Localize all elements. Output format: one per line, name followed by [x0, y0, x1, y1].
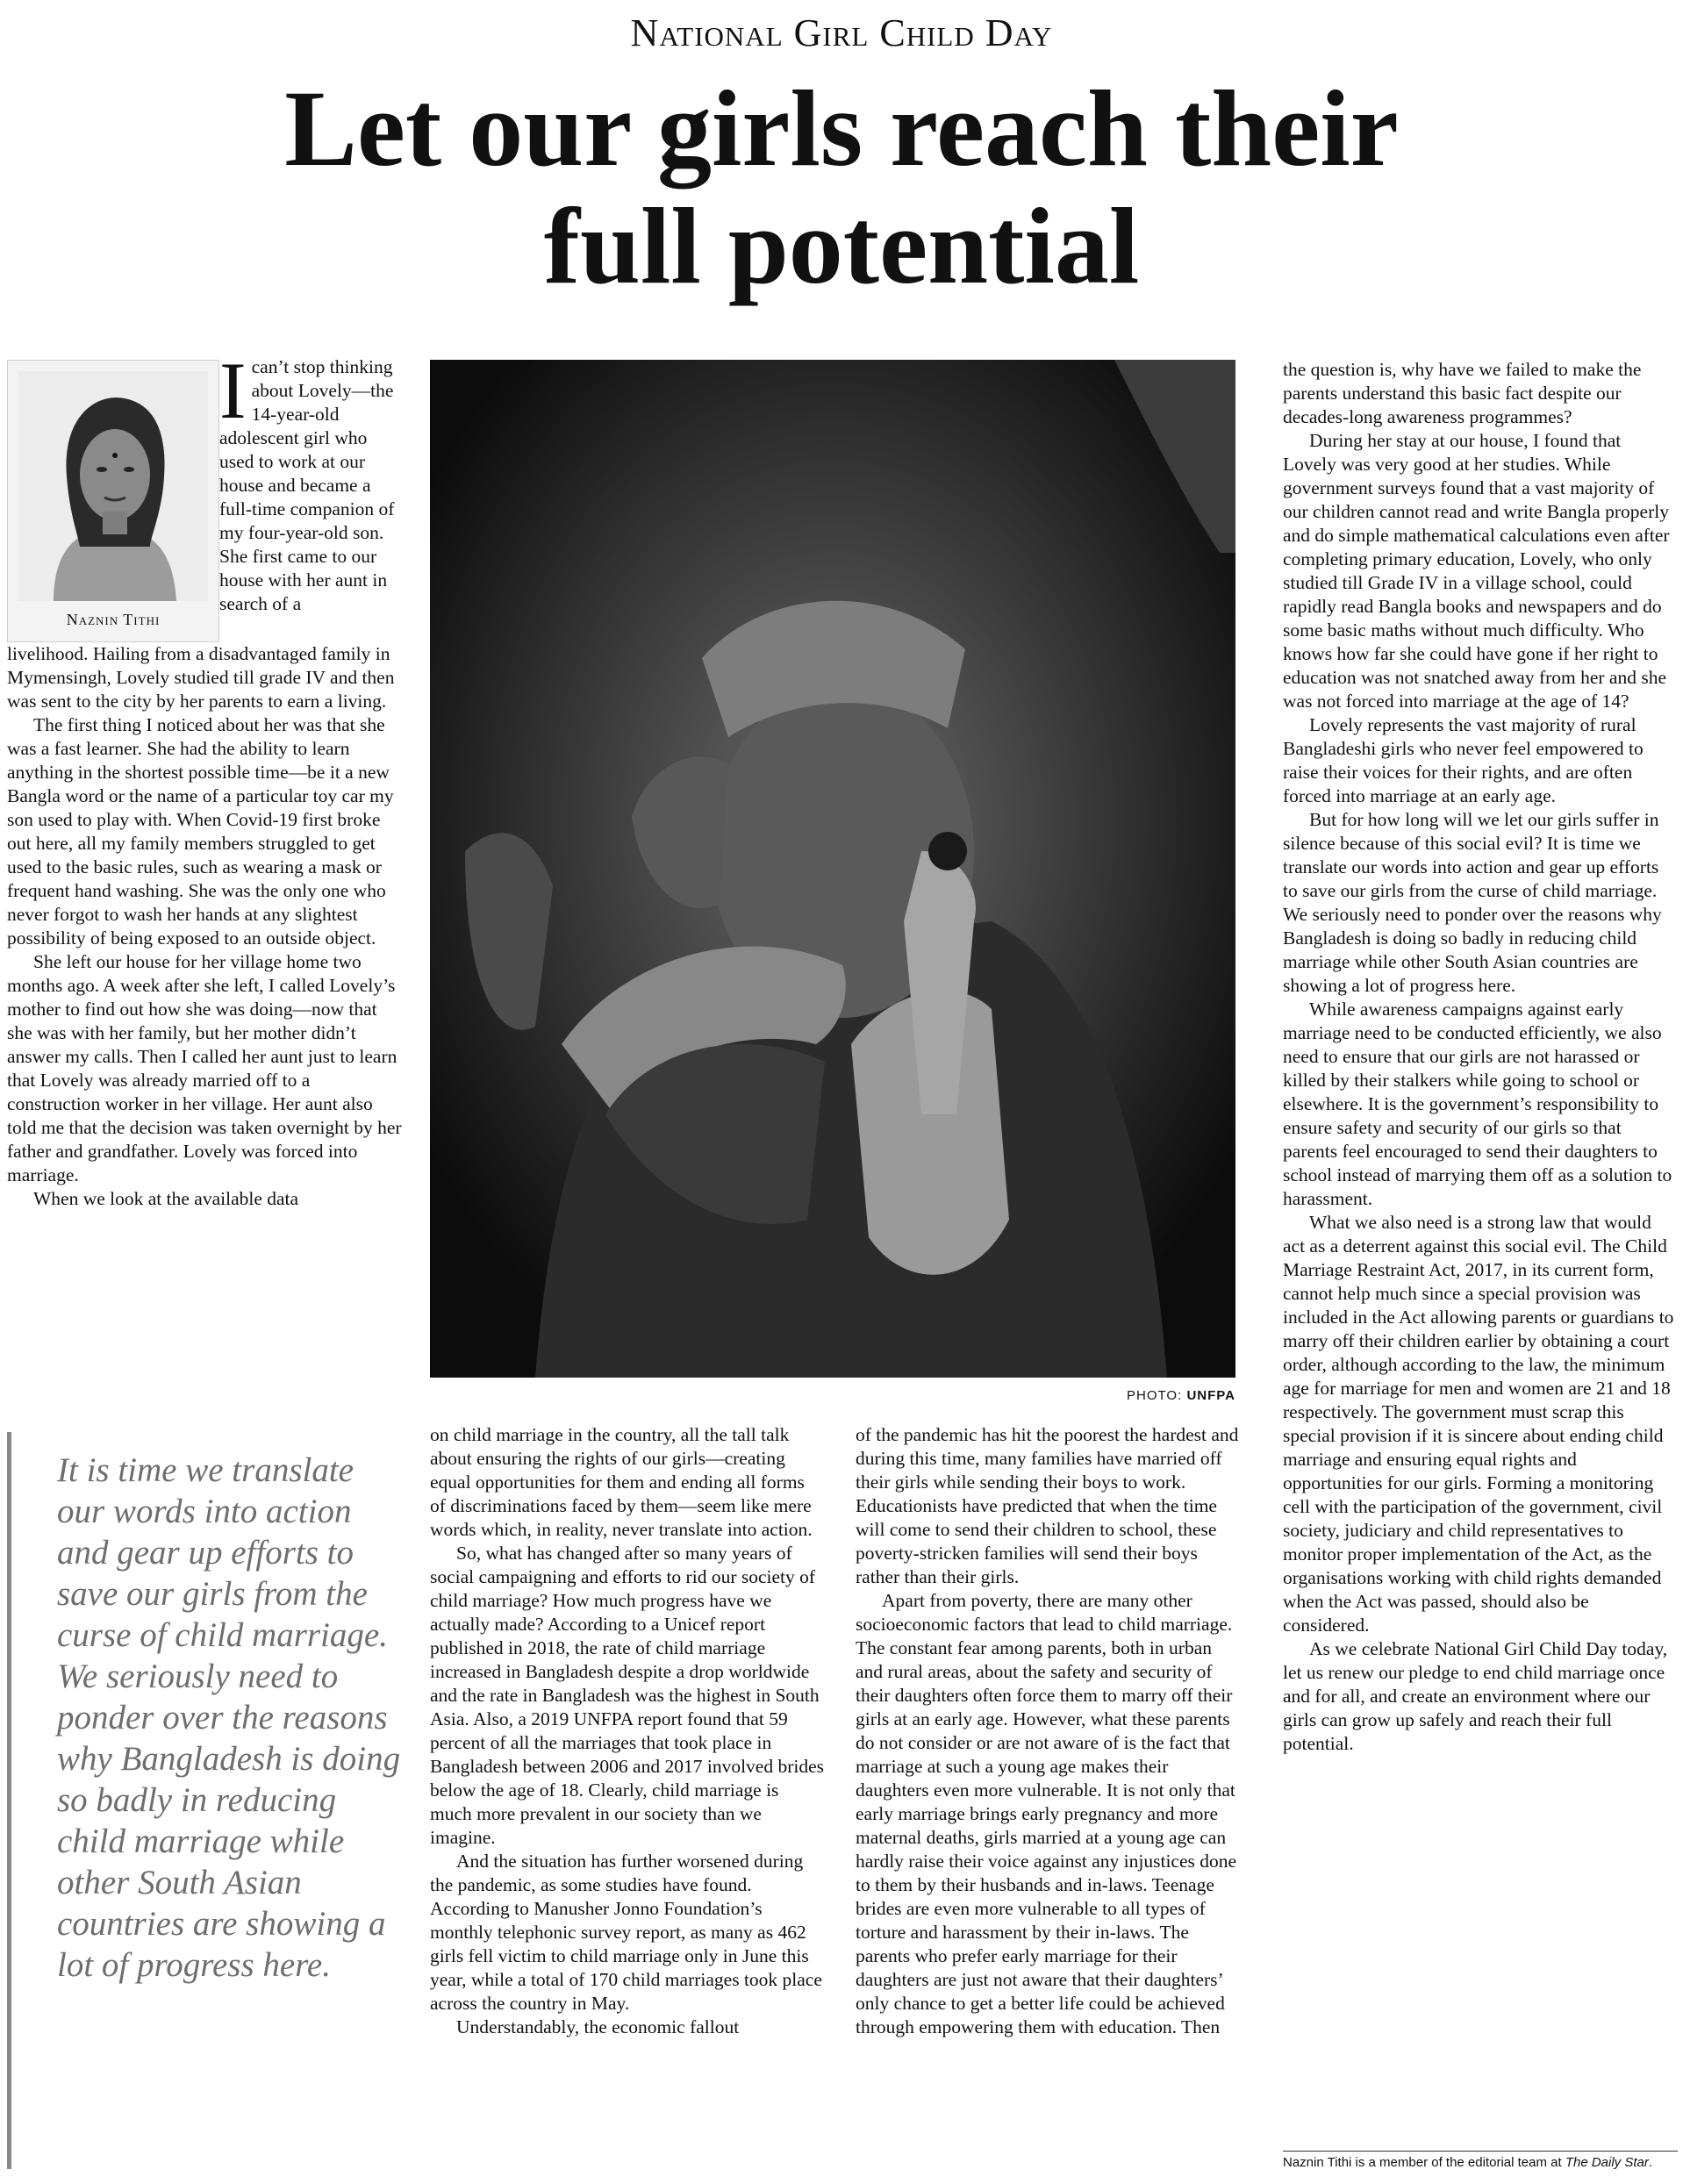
headline	[0, 70, 1683, 305]
article-column-3	[856, 1423, 1243, 2039]
pull-quote	[7, 1432, 415, 2169]
article-photo	[430, 360, 1235, 1378]
headline-line-1: Let our girls reach their	[284, 68, 1399, 189]
col4-paragraph-7: As we celebrate National Girl Child Day today, let us renew our pledge to end child marriage once and for all, and create an environment where our girls can grow up safely and reach their full potential.	[1283, 1638, 1668, 1754]
author-box	[7, 360, 219, 642]
author-photo	[18, 371, 208, 601]
col4-paragraph-1: the question is, why have we failed to make the parents understand this basic fact despite our decades-long awareness programmes?	[1283, 359, 1642, 427]
article-column-4	[1283, 358, 1678, 1756]
headline-line-2: full potential	[543, 186, 1140, 306]
col1-paragraph-1-start: can’t stop thinking about Lovely—the 14-year-old adolescent girl who used to work at our house and became a full-time companion of my four-year-old son. She first came to our house with her aunt in search of a	[219, 356, 395, 614]
byline-publication: The Daily Star	[1565, 2155, 1649, 2170]
col2-paragraph-4: Understandably, the economic fallout	[456, 2016, 740, 2037]
col1-paragraph-4: When we look at the available data	[33, 1188, 299, 1209]
photo-credit-label: PHOTO:	[1127, 1388, 1183, 1403]
col4-paragraph-5: While awareness campaigns against early marriage need to be conducted efficiently, we also need to ensure that our girls are not harassed or killed by their stalkers while going to school or elsewhere. It is the government’s responsibility to ensure safety and security of our girls so that parents feel encouraged to send their daughters to school instead of marrying them off as a solution to harassment.	[1283, 999, 1672, 1209]
byline-rule	[1283, 2151, 1678, 2152]
article-column-2	[430, 1423, 825, 2039]
dropcap: I	[219, 346, 247, 435]
byline-end: .	[1648, 2155, 1653, 2170]
col1-top	[219, 346, 404, 616]
col3-paragraph-1: of the pandemic has hit the poorest the hardest and during this time, many families have married off their girls while sending their boys to work. Educationists have predicted that when the time will come to send their children to school, these poverty-stricken families will send their boys rather than their girls.	[856, 1424, 1239, 1587]
photo-credit-source: UNFPA	[1186, 1388, 1235, 1403]
col4-paragraph-4: But for how long will we let our girls suffer in silence because of this social evil? It is time we translate our words into action and gear up efforts to save our girls from the curse of child marriage. We seriously need to ponder over the reasons why Bangladesh is doing so badly in reducing child marriage while other South Asian countries are showing a lot of progress here.	[1283, 809, 1662, 996]
col2-paragraph-1: on child marriage in the country, all the tall talk about ensuring the rights of our girls—creating equal opportunities for them and ending all forms of discriminations faced by them—seem like mere words which, in reality, never translate into action.	[430, 1424, 813, 1540]
col4-paragraph-6: What we also need is a strong law that would act as a deterrent against this social evil. The Child Marriage Restraint Act, 2017, in its current form, cannot help much since a special provision was included in the Act allowing parents or guardians to marry off their children earlier by obtaining a court order, although according to the law, the minimum age for marriage for men and women are 21 and 18 respectively. The government must scrap this special provision if it is sincere about ending child marriage and ensuring equal rights and opportunities for our girls. Forming a monitoring cell with the participation of the government, civil society, judiciary and child representatives to monitor proper implementation of the Act, as the organisations working with child rights demanded when the Act was passed, should also be considered.	[1283, 1212, 1674, 1636]
col1-paragraph-2: The first thing I noticed about her was that she was a fast learner. She had the ability to learn anything in the shortest possible time—be it a new Bangla word or the name of a particular toy car my son used to play with. When Covid-19 first broke out here, all my family members struggled to get used to the basic rules, such as wearing a mask or frequent hand washing. She was the only one who never forgot to wash her hands at any slightest possibility of being exposed to an outside object.	[7, 714, 394, 949]
pull-quote-text: It is time we translate our words into action and gear up efforts to save our girls from the curse of child marriage. We seriously need to ponder over the reasons why Bangladesh is doing so badly in reducing child marriage while other South Asian countries are showing a lot of progress here.	[57, 1451, 401, 1984]
article-column-1	[7, 642, 404, 1211]
col4-paragraph-3: Lovely represents the vast majority of rural Bangladeshi girls who never feel empowered to raise their voices for their rights, and are often forced into marriage at an early age.	[1283, 714, 1644, 806]
col1-paragraph-1-end: livelihood. Hailing from a disadvantaged family in Mymensingh, Lovely studied till grade IV and then was sent to the city by her parents to earn a living.	[7, 643, 395, 712]
col4-paragraph-2: During her stay at our house, I found that Lovely was very good at her studies. While government surveys found that a vast majority of our children cannot read and write Bangla properly and do simple mathematical calculations even after completing primary education, Lovely, who only studied till Grade IV in a village school, could rapidly read Bangla books and newspapers and do some basic maths without much difficulty. Who knows how far she could have gone if her right to education was not snatched away from her and she was not forced into marriage at the age of 14?	[1283, 430, 1670, 712]
col1-paragraph-3: She left our house for her village home two months ago. A week after she left, I called Lovely’s mother to find out how she was doing—now that she was with her family, but her mother didn’t answer my calls. Then I called her aunt just to learn that Lovely was already married off to a construction worker in her village. Her aunt also told me that the decision was taken overnight by her father and grandfather. Lovely was forced into marriage.	[7, 951, 402, 1185]
author-byline	[1283, 2155, 1678, 2171]
byline-text: Naznin Tithi is a member of the editorial team at	[1283, 2155, 1562, 2170]
col3-paragraph-2: Apart from poverty, there are many other socioeconomic factors that lead to child marriage. The constant fear among parents, both in urban and rural areas, about the safety and security of their daughters often force them to marry off their girls at an early age. However, what these parents do not consider or are not aware of is the fact that marriage at such a young age makes their daughters even more vulnerable. It is not only that early marriage brings early pregnancy and more maternal deaths, girls married at a young age can hardly raise their voice against any injustices done to them by their husbands and in-laws. Teenage brides are even more vulnerable to all types of torture and harassment by their in-laws. The parents who prefer early marriage for their daughters are just not aware that their daughters’ only chance to get a better life could be achieved through empowering them with education. Then	[856, 1590, 1237, 2037]
photo-credit	[1053, 1388, 1235, 1403]
kicker: National Girl Child Day	[630, 11, 1053, 54]
author-name: Naznin Tithi	[66, 611, 161, 628]
col2-paragraph-3: And the situation has further worsened during the pandemic, as some studies have found. According to Manusher Jonno Foundation’s monthly telephonic survey report, as many as 462 girls fell victim to child marriage only in June this year, while a total of 170 child marriages took place across the country in May.	[430, 1851, 822, 2014]
col2-paragraph-2: So, what has changed after so many years of social campaigning and efforts to rid our society of child marriage? How much progress have we actually made? According to a Unicef report published in 2018, the rate of child marriage increased in Bangladesh despite a drop worldwide and the rate in Bangladesh was the highest in South Asia. Also, a 2019 UNFPA report found that 59 percent of all the marriages that took place in Bangladesh between 2006 and 2017 involved brides below the age of 18. Clearly, child marriage is much more prevalent in our society than we imagine.	[430, 1543, 825, 1848]
